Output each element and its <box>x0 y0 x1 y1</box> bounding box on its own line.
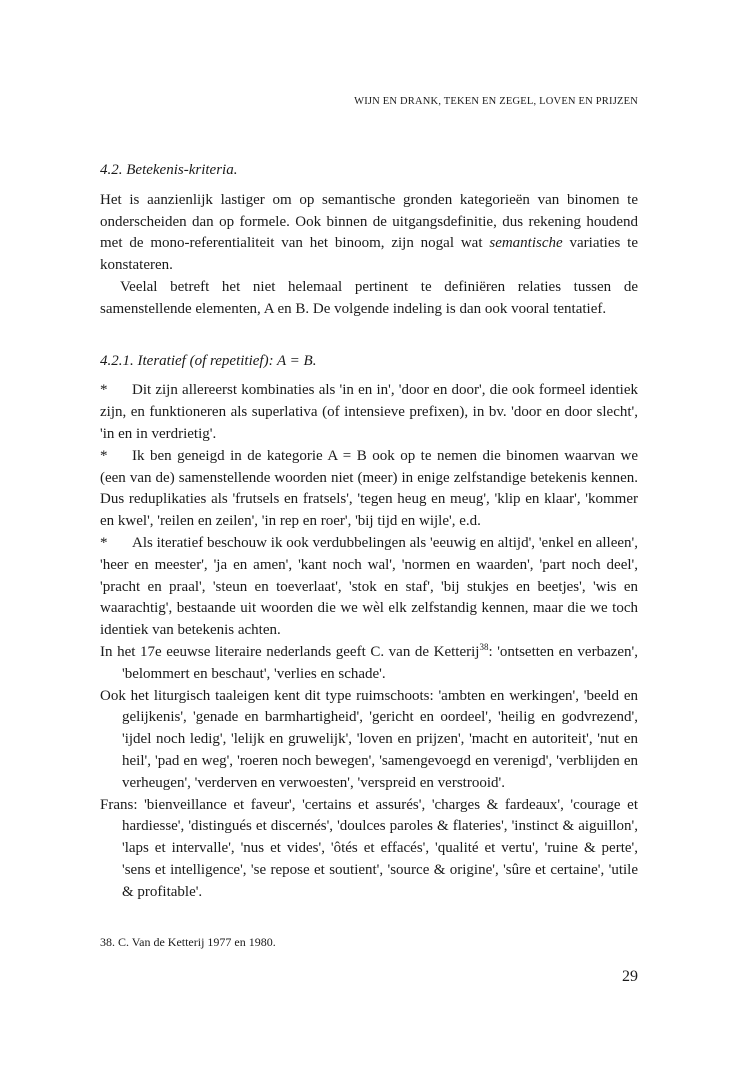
bullet-marker: * <box>100 447 108 464</box>
paragraph-intro-end: variaties te konstateren. <box>100 235 638 274</box>
section-heading: 4.2. Betekenis-kriteria. <box>100 162 238 178</box>
emphasis-semantische: semantische <box>489 235 563 252</box>
paragraph-relations: Veelal betreft het niet helemaal pertinent te definiëren relaties tussen de samenstellende elementen, A en B. De volgende indeling is dan ook vooral tentatief. <box>100 278 638 317</box>
bullet-item-1 <box>100 380 638 445</box>
paragraph-intro <box>100 190 638 277</box>
running-head: WIJN EN DRANK, TEKEN EN ZEGEL, LOVEN EN PRIJZEN <box>354 96 638 107</box>
paragraph-17e-end: : 'ontsetten en verbazen', 'belommert en beschaut', 'verlies en schade'. <box>122 643 638 682</box>
paragraph-17e-eeuw <box>100 642 638 686</box>
paragraph-intro-text: Het is aanzienlijk lastiger om op semantische gronden kategorieën van binomen te onderscheiden dan op formele. Ook binnen de uitgangsdefinitie, dus rekening houdend met de mono-referentialiteit van het binoom, zijn nogal wat <box>100 191 638 252</box>
footnote-reference: 38 <box>479 641 489 652</box>
subsection-heading: 4.2.1. Iteratief (of repetitief): A = B. <box>100 352 317 369</box>
bullet-text: Ik ben geneigd in de kategorie A = B ook op te nemen die binomen waarvan we (een van de) samenstellende woorden niet (meer) in enige zelfstandige betekenis kennen. Dus reduplikaties als 'frutsels en fratsels', 'tegen heug en meug', 'klip en klaar', 'kommer en kwel', 'reilen en zeilen', 'in rep en roer', 'bij tijd en wijle', e.d. <box>100 447 638 530</box>
paragraph-17e-text: In het 17e eeuwse literaire nederlands geeft C. van de Ketterij <box>100 643 480 660</box>
bullet-marker: * <box>100 382 108 399</box>
main-text <box>100 160 638 904</box>
paragraph-liturgisch: Ook het liturgisch taaleigen kent dit type ruimschoots: 'ambten en werkingen', 'beeld en gelijkenis', 'genade en barmhartigheid', 'gericht en oordeel', 'heilig en godvrezend', 'ijdel noch ledig', 'lelijk en gruwelijk', 'loven en prijzen', 'macht en autoriteit', 'nut en heil', 'pad en weg', 'roeren noch bewegen', 'samengevoegd en verenigd', 'verblijden en verheugen', 'verderven en verwoesten', 'verspreid en verstrooid'. <box>100 687 638 791</box>
bullet-text: Als iteratief beschouw ik ook verdubbelingen als 'eeuwig en altijd', 'enkel en alleen', 'heer en meester', 'ja en amen', 'kant noch wal', 'normen en waarden', 'part noch deel', 'pracht en praal', 'steun en toeverlaat', 'stok en staf', 'bij stukjes en beetjes', 'wis en waarachtig', bestaande uit woorden die we wèl elk zelfstandig kennen, maar die we toch identiek van betekenis achten. <box>100 534 638 639</box>
bullet-item-2 <box>100 446 638 533</box>
paragraph-frans: Frans: 'bienveillance et faveur', 'certains et assurés', 'charges & fardeaux', 'courage et hardiesse', 'distingués et discernés', 'doulces paroles & flateries', 'instinct & aiguillon', 'laps et intervalle', 'nus et vides', 'ôtés et effacés', 'qualité et vertu', 'ruine & perte', 'sens et intelligence', 'se repose et soutient', 'source & origine', 'sûre et certaine', 'utile & profitable'. <box>100 796 638 900</box>
bullet-text: Dit zijn allereerst kombinaties als 'in en in', 'door en door', die ook formeel identiek zijn, en funktioneren als superlativa (of intensieve prefixen), in bv. 'door en door slecht', 'in en in verdrietig'. <box>100 382 638 442</box>
page-number: 29 <box>622 968 638 985</box>
bullet-marker: * <box>100 534 108 551</box>
footnote: 38. C. Van de Ketterij 1977 en 1980. <box>100 935 276 949</box>
bullet-item-3 <box>100 533 638 642</box>
